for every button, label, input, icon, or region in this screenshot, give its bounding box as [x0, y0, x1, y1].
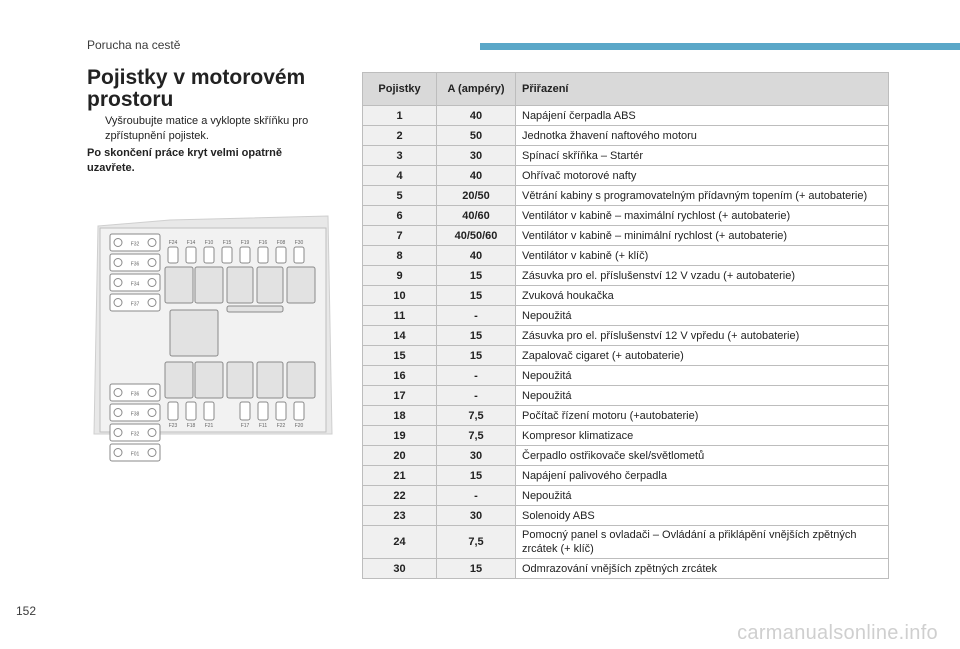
table-header-row: [363, 73, 889, 106]
fuse-table: [362, 72, 889, 579]
table-row: [363, 306, 889, 326]
column-header-fuse: Pojistky: [363, 73, 437, 106]
fuse-number-cell: 18: [363, 406, 437, 426]
fuse-number-cell: 16: [363, 366, 437, 386]
amperage-cell: -: [437, 306, 516, 326]
table-row: [363, 366, 889, 386]
table-row: [363, 226, 889, 246]
section-header: Porucha na cestě: [87, 38, 181, 52]
table-row: [363, 286, 889, 306]
fuse-slot: [110, 254, 160, 271]
table-row: [363, 166, 889, 186]
watermark: carmanualsonline.info: [737, 622, 938, 644]
amperage-cell: 7,5: [437, 526, 516, 559]
fuse-slot-label: F34: [130, 281, 140, 288]
table-row: [363, 106, 889, 126]
fuse-slot-label: F01: [130, 451, 140, 458]
table-row: [363, 126, 889, 146]
fuse-number-cell: 8: [363, 246, 437, 266]
fuse-label-top: F19: [240, 240, 250, 246]
column-header-assignment: Přiřazení: [516, 73, 889, 106]
mini-fuse: [258, 247, 268, 263]
table-row: [363, 206, 889, 226]
amperage-cell: 15: [437, 466, 516, 486]
mini-fuse: [222, 247, 232, 263]
amperage-cell: 7,5: [437, 406, 516, 426]
mini-fuse: [258, 402, 268, 420]
fuse-label-top: F10: [204, 240, 214, 246]
assignment-cell: Větrání kabiny s programovatelným přídavným topením (+ autobaterie): [516, 186, 889, 206]
fuse-slot-label: F37: [130, 301, 140, 308]
table-row: [363, 346, 889, 366]
fuse-number-cell: 24: [363, 526, 437, 559]
warning-note: Po skončení práce kryt velmi opatrně uzavřete.: [87, 147, 283, 174]
assignment-cell: Odmrazování vnějších zpětných zrcátek: [516, 559, 889, 579]
fuse-slot: [110, 444, 160, 461]
mini-fuse: [294, 247, 304, 263]
column-header-amps: A (ampéry): [437, 73, 516, 106]
fuse-box-diagram: [90, 212, 337, 458]
fuse-number-cell: 11: [363, 306, 437, 326]
mini-fuse: [240, 247, 250, 263]
table-row: [363, 406, 889, 426]
assignment-cell: Nepoužitá: [516, 306, 889, 326]
fuse-number-cell: 9: [363, 266, 437, 286]
page-title: Pojistky v motorovém prostoru: [87, 66, 306, 111]
fuse-slot: [110, 294, 160, 311]
assignment-cell: Zapalovač cigaret (+ autobaterie): [516, 346, 889, 366]
fuse-label-top: F08: [276, 240, 286, 246]
amperage-cell: 30: [437, 506, 516, 526]
fuse-number-cell: 19: [363, 426, 437, 446]
instruction-item: [87, 114, 342, 144]
assignment-cell: Jednotka žhavení naftového motoru: [516, 126, 889, 146]
fuse-label-bottom: F18: [186, 423, 196, 429]
fuse-slot: [110, 424, 160, 441]
fuse-slot-label: F32: [130, 431, 140, 438]
table-row: [363, 246, 889, 266]
table-row: [363, 266, 889, 286]
fuse-number-cell: 6: [363, 206, 437, 226]
table-row: [363, 146, 889, 166]
fuse-slot-label: F38: [130, 411, 140, 418]
table-row: [363, 526, 889, 559]
assignment-cell: Nepoužitá: [516, 486, 889, 506]
mini-fuse: [186, 247, 196, 263]
mini-fuse: [204, 402, 214, 420]
assignment-cell: Zvuková houkačka: [516, 286, 889, 306]
page-number: 152: [16, 604, 37, 618]
mini-fuse: [240, 402, 250, 420]
amperage-cell: 40: [437, 246, 516, 266]
table-row: [363, 426, 889, 446]
fuse-number-cell: 14: [363, 326, 437, 346]
mini-fuse: [168, 402, 178, 420]
mini-fuse: [186, 402, 196, 420]
fuse-number-cell: 15: [363, 346, 437, 366]
fuse-number-cell: 2: [363, 126, 437, 146]
fuse-label-bottom: F23: [168, 423, 178, 429]
fuse-number-cell: 10: [363, 286, 437, 306]
amperage-cell: 30: [437, 446, 516, 466]
assignment-cell: Počítač řízení motoru (+autobaterie): [516, 406, 889, 426]
fuse-slot: [110, 404, 160, 421]
fuse-label-top: F16: [258, 240, 268, 246]
fuse-number-cell: 23: [363, 506, 437, 526]
assignment-cell: Solenoidy ABS: [516, 506, 889, 526]
assignment-cell: Zásuvka pro el. příslušenství 12 V vzadu (+ autobaterie): [516, 266, 889, 286]
assignment-cell: Nepoužitá: [516, 386, 889, 406]
amperage-cell: 15: [437, 266, 516, 286]
mini-fuse: [276, 247, 286, 263]
amperage-cell: -: [437, 366, 516, 386]
amperage-cell: 40: [437, 106, 516, 126]
fuse-number-cell: 5: [363, 186, 437, 206]
fuse-number-cell: 4: [363, 166, 437, 186]
fuse-slot-label: F36: [130, 261, 140, 268]
assignment-cell: Ventilátor v kabině (+ klíč): [516, 246, 889, 266]
fuse-number-cell: 3: [363, 146, 437, 166]
assignment-cell: Ventilátor v kabině – maximální rychlost (+ autobaterie): [516, 206, 889, 226]
fuse-label-bottom: F20: [294, 423, 304, 429]
amperage-cell: 50: [437, 126, 516, 146]
amperage-cell: -: [437, 486, 516, 506]
assignment-cell: Ventilátor v kabině – minimální rychlost (+ autobaterie): [516, 226, 889, 246]
amperage-cell: 15: [437, 326, 516, 346]
fuse-label-top: F24: [168, 240, 178, 246]
table-row: [363, 446, 889, 466]
table-row: [363, 559, 889, 579]
fuse-slot-label: F32: [130, 241, 140, 248]
amperage-cell: -: [437, 386, 516, 406]
mini-fuse: [276, 402, 286, 420]
assignment-cell: Napájení palivového čerpadla: [516, 466, 889, 486]
fuse-slot: [110, 234, 160, 251]
header-accent-bar: [480, 43, 960, 50]
fuse-label-top: F14: [186, 240, 196, 246]
assignment-cell: Spínací skříňka – Startér: [516, 146, 889, 166]
fuse-number-cell: 17: [363, 386, 437, 406]
amperage-cell: 30: [437, 146, 516, 166]
assignment-cell: Zásuvka pro el. příslušenství 12 V vpředu (+ autobaterie): [516, 326, 889, 346]
assignment-cell: Nepoužitá: [516, 366, 889, 386]
fuse-number-cell: 1: [363, 106, 437, 126]
fuse-label-top: F15: [222, 240, 232, 246]
mini-fuse: [294, 402, 304, 420]
fuse-label-top: F30: [294, 240, 304, 246]
fuse-number-cell: 7: [363, 226, 437, 246]
amperage-cell: 20/50: [437, 186, 516, 206]
table-row: [363, 186, 889, 206]
fuse-slot-label: F36: [130, 391, 140, 398]
table-row: [363, 466, 889, 486]
assignment-cell: Napájení čerpadla ABS: [516, 106, 889, 126]
fuse-label-bottom: F22: [276, 423, 286, 429]
fuse-number-cell: 30: [363, 559, 437, 579]
table-row: [363, 386, 889, 406]
amperage-cell: 15: [437, 286, 516, 306]
amperage-cell: 7,5: [437, 426, 516, 446]
amperage-cell: 40/50/60: [437, 226, 516, 246]
mini-fuse: [168, 247, 178, 263]
assignment-cell: Čerpadlo ostřikovače skel/světlometů: [516, 446, 889, 466]
fuse-label-bottom: F17: [240, 423, 250, 429]
fuse-label-bottom: F21: [204, 423, 214, 429]
fuse-slot: [110, 384, 160, 401]
amperage-cell: 40/60: [437, 206, 516, 226]
assignment-cell: Ohřívač motorové nafty: [516, 166, 889, 186]
amperage-cell: 40: [437, 166, 516, 186]
amperage-cell: 15: [437, 559, 516, 579]
assignment-cell: Pomocný panel s ovladači – Ovládání a přiklápění vnějších zpětných zrcátek (+ klíč): [516, 526, 889, 559]
table-row: [363, 506, 889, 526]
amperage-cell: 15: [437, 346, 516, 366]
assignment-cell: Kompresor klimatizace: [516, 426, 889, 446]
fuse-number-cell: 20: [363, 446, 437, 466]
mini-fuse: [204, 247, 214, 263]
table-row: [363, 326, 889, 346]
table-row: [363, 486, 889, 506]
fuse-label-bottom: F11: [258, 423, 268, 429]
fuse-slot: [110, 274, 160, 291]
fuse-number-cell: 22: [363, 486, 437, 506]
fuse-number-cell: 21: [363, 466, 437, 486]
instruction-text: Vyšroubujte matice a vyklopte skříňku pro zpřístupnění pojistek.: [105, 115, 309, 142]
